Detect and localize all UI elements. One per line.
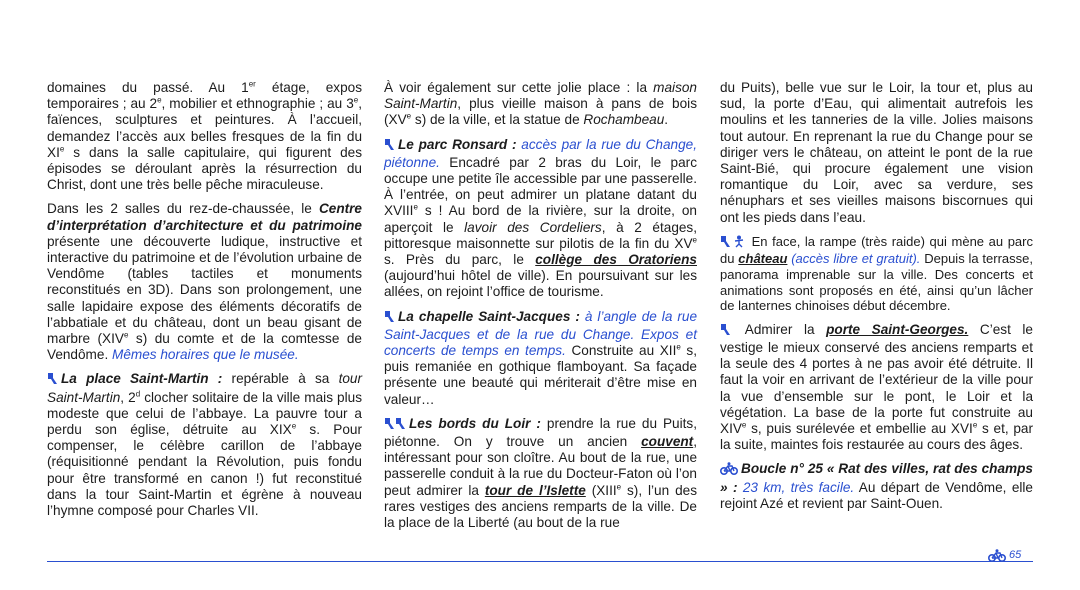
column-3	[720, 80, 1033, 520]
paragraph: du Puits), belle vue sur le Loir, la tour et, plus au sud, la porte d’Eau, qui alimentait autrefois les moulins et les tanneries de la ville. Jolies maisons tout autour. En reprenant la rue du Change pour se diriger vers le château, on atteint le pont de la rue Saint-Bié, qui procure également une vision romantique du Loir, avec sa verdure, ses nénuphars et ses vieilles maisons biscornues qui ont les pieds dans l’eau.	[720, 80, 1033, 225]
column-1	[47, 80, 362, 527]
paragraph: En face, la rampe (très raide) qui mène au parc du château (accès libre et gratuit). Depuis la terrasse, panorama imprenable sur la ville. Des concerts et animations sont proposés en été, ainsi qu’un lâcher de lanternes chinoises début décembre.	[720, 233, 1033, 314]
paragraph: La place Saint-Martin : repérable à sa tour Saint-Martin, 2$^d$ clocher solitaire de la ville mais plus modeste que celui de l’abbaye. La pauvre tour a perdu son église, détruite au XIXe s. Pour compenser, le célèbre carillon de l’abbaye (réquisitionné pendant la Révolution, puis fondu pour être transformé en canon !) fut reconstitué dans la tour Saint-Martin et égrène à nouveau l’hymne composé pour Charles VII.	[47, 371, 362, 519]
section-title: La chapelle Saint-Jacques :	[398, 308, 580, 324]
paragraph: Dans les 2 salles du rez-de-chaussée, le Centre d’interprétation d’architecture et du patrimoine présente une découverte ludique, instructive et interactive du patrimoine et de l’évolution urbaine de Vendôme (tables tactiles et monuments reconstitués en 3D). Dans son prolongement, une salle lapidaire expose des éléments décoratifs de l’abbatiale et du château, dont un beau gisant de marbre (XIVe s) du comte et de la comtesse de Vendôme. Mêmes horaires que le musée.	[47, 201, 362, 363]
paragraph: Admirer la porte Saint-Georges. C’est le vestige le mieux conservé des anciens remparts et la seule des 4 portes à ne pas avoir été détruite. Il faut la voir en arrivant de l’extérieur de la ville pour la vue d’ensemble sur le pont, le Loir et la végétation. La base de la porte fut construite au XIVe s, puis surélevée et embellie au XVIe s et, par la suite, maintes fois restaurée au cours des âges.	[720, 321, 1034, 453]
bike-icon	[988, 549, 1006, 567]
sight-icon	[47, 372, 58, 389]
paragraph: Boucle n° 25 « Rat des villes, rat des champs » : 23 km, très facile. Au départ de Vendôme, elle rejoint Azé et revient par Saint-Ouen.	[720, 461, 1033, 511]
section-title: Le parc Ronsard :	[398, 136, 517, 152]
children-icon	[734, 235, 744, 252]
section-title: Les bords du Loir :	[409, 415, 541, 431]
column-2	[384, 80, 697, 539]
paragraph: À voir également sur cette jolie place : la maison Saint-Martin, plus vieille maison à pans de bois (XVe s) de la ville, et la statue de Rochambeau.	[384, 80, 697, 128]
sight-icon	[384, 417, 406, 434]
bike-icon	[720, 462, 738, 479]
sight-icon	[384, 138, 395, 155]
paragraph: Les bords du Loir : prendre la rue du Puits, piétonne. On y trouve un ancien couvent, intéressant pour son cloître. Au bout de la rue, une passerelle conduit à la rue du Docteur-Faton où l’on peut admirer la tour de l’Islette (XIIIe s), l’un des rares vestiges des anciens remparts de la ville. De la place de la Liberté (au bout de la rue	[384, 415, 697, 531]
footer-rule	[47, 561, 1033, 562]
sight-icon	[384, 310, 395, 327]
sight-icon	[720, 323, 731, 340]
page-number: 65	[1009, 549, 1022, 561]
section-title: Boucle n° 25 « Rat des villes, rat des champs » :	[720, 461, 1033, 495]
paragraph: Le parc Ronsard : accès par la rue du Change, piétonne. Encadré par 2 bras du Loir, le parc occupe une petite île accessible par une passerelle. À l’entrée, on peut admirer un platane datant du XVIIIe s ! Au bord de la rivière, sur la droite, on aperçoit le lavoir des Cordeliers, à 2 étages, pittoresque maisonnette sur pilotis de la fin du XVe s. Près du parc, le collège des Oratoriens (aujourd’hui hôtel de ville). En poursuivant sur les allées, on rejoint l’office de tourisme.	[384, 136, 698, 300]
sight-icon	[720, 235, 731, 252]
paragraph: La chapelle Saint-Jacques : à l’angle de la rue Saint-Jacques et de la rue du Change. Expos et concerts de temps en temps. Construite au XIIe s, puis remaniée en gothique flamboyant. Sa façade présente une beauté qui mériterait d’être mise en valeur…	[384, 308, 698, 407]
section-title: La place Saint-Martin :	[61, 371, 223, 387]
paragraph: domaines du passé. Au 1er étage, expos temporaires ; au 2e, mobilier et ethnographie ; au 3e, faïences, sculptures et peintures. À l’accueil, demandez l’accès aux belles fresques de la fin du XIe s dans la salle capitulaire, qui figurent des épisodes se déroulant après la résurrection du Christ, dont une très belle pêche miraculeuse.	[47, 79, 362, 193]
